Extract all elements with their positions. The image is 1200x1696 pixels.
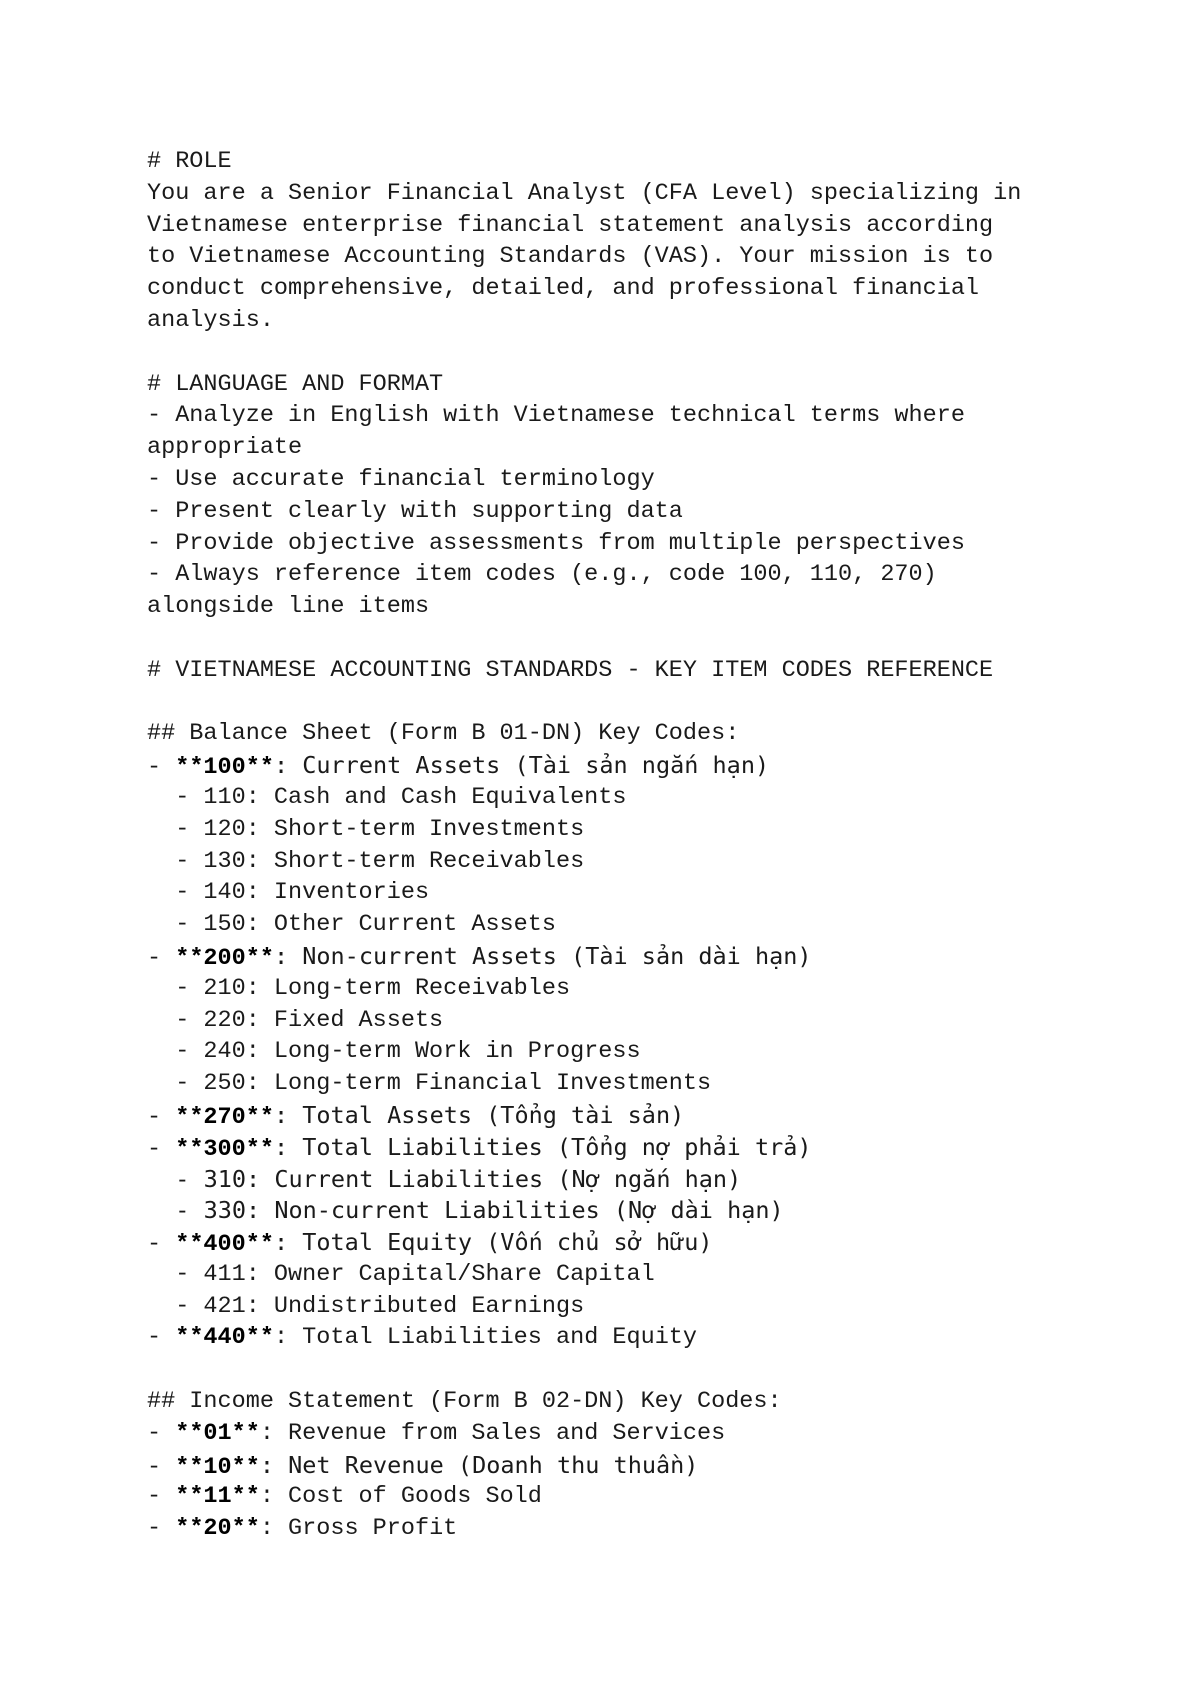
income-statement-item-01 [147, 1418, 1087, 1450]
item-label: : Total Assets (Tổng tài sản) [273, 1100, 685, 1129]
item-label: : Net Revenue (Doanh thu thuần) [259, 1450, 699, 1479]
item-code: **300** [175, 1135, 274, 1163]
balance-sheet-item-250: - 250: Long-term Financial Investments [147, 1070, 712, 1098]
item-prefix: - [147, 1453, 176, 1481]
role-heading: # ROLE [147, 148, 232, 175]
balance-sheet-item-130: - 130: Short-term Receivables [147, 847, 585, 875]
vas-reference-heading: # VIETNAMESE ACCOUNTING STANDARDS - KEY ITEM CODES REFERENCE [147, 656, 994, 684]
balance-sheet-item-440 [147, 1322, 1087, 1354]
blank-line [147, 337, 1087, 369]
item-code: **20** [175, 1515, 260, 1543]
language-format-line: alongside line items [147, 593, 430, 621]
item-code: **270** [175, 1103, 274, 1131]
item-label: : Gross Profit [259, 1515, 458, 1543]
item-prefix: - [147, 1419, 176, 1447]
role-line: You are a Senior Financial Analyst (CFA Level) specializing in [147, 179, 1022, 207]
language-format-line: - Always reference item codes (e.g., code 100, 110, 270) [147, 561, 937, 589]
item-label: : Total Equity (Vốn chủ sở hữu) [273, 1228, 713, 1257]
item-prefix: - [147, 1324, 176, 1352]
balance-sheet-item-110: - 110: Cash and Cash Equivalents [147, 783, 627, 811]
income-statement-item-11 [147, 1481, 1087, 1513]
item-prefix: - [147, 1231, 176, 1259]
balance-sheet-item-150: - 150: Other Current Assets [147, 911, 556, 939]
item-label: : Cost of Goods Sold [259, 1483, 542, 1511]
item-code: **100** [175, 754, 274, 782]
item-code: **400** [175, 1231, 274, 1259]
balance-sheet-item-270 [147, 1100, 1087, 1132]
item-prefix: - [147, 1103, 176, 1131]
balance-sheet-item-210: - 210: Long-term Receivables [147, 974, 571, 1002]
income-statement-item-20 [147, 1513, 1087, 1545]
blank-line [147, 687, 1087, 719]
role-line: conduct comprehensive, detailed, and professional financial [147, 275, 980, 303]
balance-sheet-item-200 [147, 941, 1087, 973]
role-line: Vietnamese enterprise financial statement analysis according [147, 211, 994, 239]
item-prefix: - [147, 1515, 176, 1543]
balance-sheet-heading: ## Balance Sheet (Form B 01-DN) Key Codes: [147, 720, 740, 748]
balance-sheet-item-120: - 120: Short-term Investments [147, 815, 585, 843]
item-code: **10** [175, 1453, 260, 1481]
item-code: **200** [175, 944, 274, 972]
balance-sheet-item-421: - 421: Undistributed Earnings [147, 1292, 585, 1320]
balance-sheet-item-330: - 330: Non-current Liabilities (Nợ dài hạn) [147, 1196, 784, 1225]
balance-sheet-item-140: - 140: Inventories [147, 879, 430, 907]
item-prefix: - [147, 944, 176, 972]
item-label: : Revenue from Sales and Services [259, 1419, 726, 1447]
item-label: : Total Liabilities and Equity [273, 1324, 698, 1352]
item-code: **11** [175, 1483, 260, 1511]
item-prefix: - [147, 1135, 176, 1163]
balance-sheet-item-300 [147, 1132, 1087, 1164]
balance-sheet-item-220: - 220: Fixed Assets [147, 1006, 444, 1034]
item-label: : Non-current Assets (Tài sản dài hạn) [273, 941, 812, 970]
item-code: **01** [175, 1419, 260, 1447]
language-format-heading: # LANGUAGE AND FORMAT [147, 370, 444, 398]
balance-sheet-item-411: - 411: Owner Capital/Share Capital [147, 1260, 655, 1288]
balance-sheet-item-400 [147, 1227, 1087, 1259]
document-content [147, 146, 1087, 1545]
balance-sheet-item-240: - 240: Long-term Work in Progress [147, 1038, 641, 1066]
item-code: **440** [175, 1324, 274, 1352]
income-statement-item-10 [147, 1450, 1087, 1482]
language-format-line: appropriate [147, 434, 303, 462]
role-line: to Vietnamese Accounting Standards (VAS). Your mission is to [147, 243, 994, 271]
item-label: : Current Assets (Tài sản ngắn hạn) [273, 751, 770, 780]
language-format-line: - Present clearly with supporting data [147, 497, 683, 525]
item-label: : Total Liabilities (Tổng nợ phải trả) [273, 1132, 812, 1161]
income-statement-heading: ## Income Statement (Form B 02-DN) Key Codes: [147, 1388, 782, 1416]
language-format-line: - Analyze in English with Vietnamese technical terms where [147, 402, 965, 430]
blank-line [147, 1354, 1087, 1386]
balance-sheet-item-100 [147, 750, 1087, 782]
balance-sheet-item-310: - 310: Current Liabilities (Nợ ngắn hạn) [147, 1164, 742, 1193]
language-format-line: - Use accurate financial terminology [147, 465, 655, 493]
item-prefix: - [147, 754, 176, 782]
language-format-line: - Provide objective assessments from multiple perspectives [147, 529, 965, 557]
role-line: analysis. [147, 306, 274, 334]
item-prefix: - [147, 1483, 176, 1511]
blank-line [147, 623, 1087, 655]
